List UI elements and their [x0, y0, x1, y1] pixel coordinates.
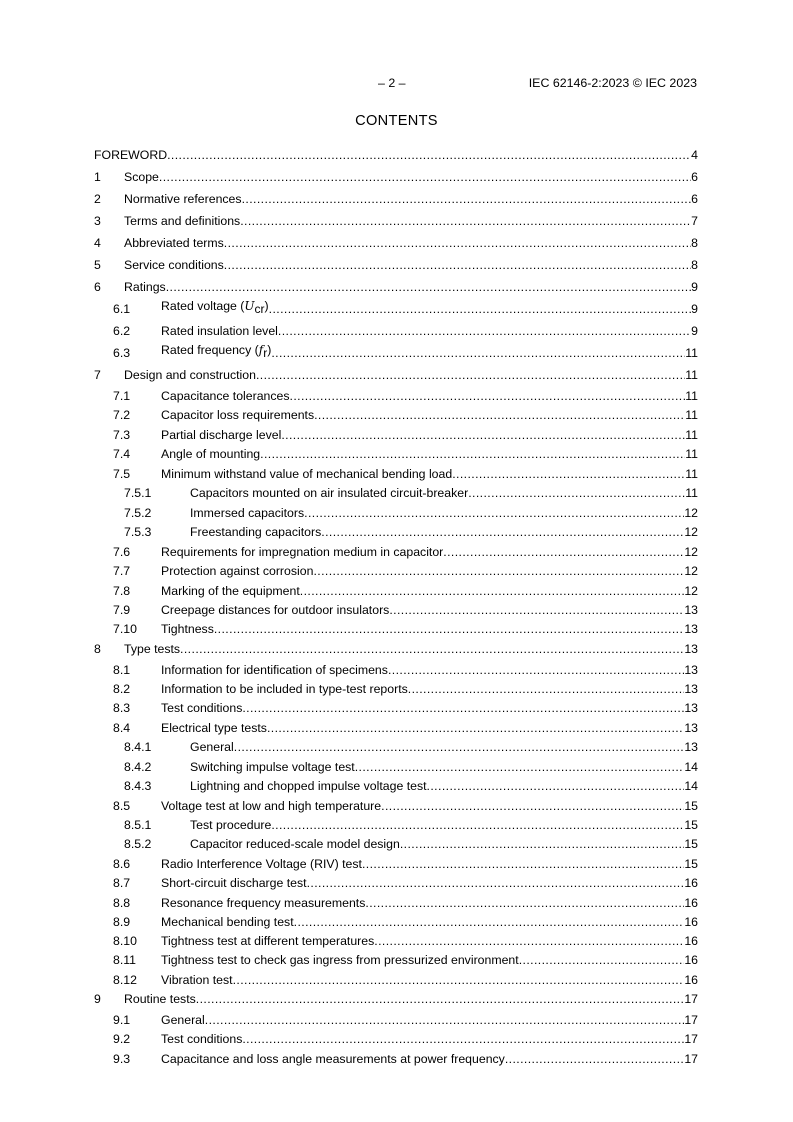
toc-entry-number: 7.2 — [113, 408, 131, 422]
toc-entry-page: 14 — [684, 779, 698, 793]
toc-entry-title: Test conditions — [161, 701, 243, 715]
toc-entry[interactable] — [94, 386, 698, 404]
toc-entry-page: 12 — [684, 584, 698, 598]
dot-leader — [314, 407, 685, 423]
toc-entry[interactable] — [94, 167, 698, 185]
toc-entry-page: 13 — [684, 740, 698, 754]
dot-leader — [294, 914, 685, 930]
dot-leader — [278, 323, 691, 339]
dot-leader — [408, 681, 685, 697]
toc-entry[interactable] — [94, 255, 698, 273]
toc-entry-number: 7.7 — [113, 564, 131, 578]
toc-entry[interactable] — [94, 796, 698, 814]
toc-entry-title: Capacitor loss requirements — [161, 408, 315, 422]
dot-leader — [443, 544, 684, 560]
math-subscript: r — [263, 346, 268, 360]
dot-leader — [281, 427, 685, 443]
toc-entry-title: Immersed capacitors — [190, 506, 305, 520]
toc-entry-page: 15 — [684, 818, 698, 832]
toc-entry-number: 8.8 — [113, 896, 131, 910]
toc-entry-page: 12 — [684, 525, 698, 539]
toc-entry-number: 7.10 — [113, 622, 137, 636]
toc-entry-page: 14 — [684, 760, 698, 774]
toc-entry-page: 11 — [685, 486, 698, 500]
toc-entry-title: Capacitance and loss angle measurements at power frequency — [161, 1052, 505, 1066]
dot-leader — [214, 621, 684, 637]
dot-leader — [167, 147, 691, 163]
toc-entry-number: 8.1 — [113, 663, 131, 677]
math-symbol: U — [244, 299, 255, 313]
toc-entry-number: 4 — [94, 236, 101, 250]
dot-leader — [300, 583, 685, 599]
dot-leader — [240, 213, 691, 229]
toc-entry-title-end: ) — [264, 299, 269, 313]
dot-leader — [468, 485, 685, 501]
toc-entry-number: 7 — [94, 368, 101, 382]
toc-entry-number: 8.7 — [113, 876, 131, 890]
toc-entry[interactable] — [94, 343, 698, 361]
toc-entry-number: 8.5 — [113, 799, 131, 813]
toc-entry-number: 8.12 — [113, 973, 137, 987]
toc-entry[interactable] — [94, 989, 698, 1007]
toc-entry-page: 15 — [684, 837, 698, 851]
toc-entry-page: 17 — [684, 1013, 698, 1027]
dot-leader — [355, 759, 685, 775]
toc-entry-title: Design and construction — [124, 368, 256, 382]
toc-entry-number: 6 — [94, 280, 101, 294]
toc-entry-page: 4 — [691, 148, 698, 162]
dot-leader — [452, 466, 685, 482]
toc-entry-title: Normative references — [124, 192, 242, 206]
toc-entry[interactable] — [94, 1049, 698, 1067]
toc-entry-title: Test procedure — [190, 818, 272, 832]
toc-entry-number: 5 — [94, 258, 101, 272]
toc-entry-page: 13 — [684, 603, 698, 617]
dot-leader — [269, 301, 692, 317]
toc-entry-page: 16 — [684, 953, 698, 967]
toc-entry-number: 7.5 — [113, 467, 131, 481]
toc-entry-page: 9 — [691, 280, 698, 294]
dot-leader — [362, 856, 684, 872]
toc-entry-title: Creepage distances for outdoor insulators — [161, 603, 390, 617]
toc-entry[interactable] — [94, 757, 698, 775]
toc-entry[interactable] — [94, 970, 698, 988]
toc-entry-number: 7.5.2 — [124, 506, 152, 520]
toc-entry-number: 6.3 — [113, 346, 131, 360]
toc-entry-title-end: ) — [267, 343, 272, 357]
toc-entry-number: 8 — [94, 642, 101, 656]
toc-entry-number: 8.5.1 — [124, 818, 152, 832]
dot-leader — [224, 257, 691, 273]
toc-entry-title: Ratings — [124, 280, 166, 294]
toc-entry-number: 7.6 — [113, 545, 131, 559]
toc-entry-number: 8.2 — [113, 682, 131, 696]
toc-entry-title: Short-circuit discharge test — [161, 876, 307, 890]
toc-entry[interactable] — [94, 718, 698, 736]
toc-entry-page: 16 — [684, 934, 698, 948]
toc-entry-number: 8.3 — [113, 701, 131, 715]
toc-entry-title: General — [190, 740, 234, 754]
toc-entry-page: 11 — [685, 447, 698, 461]
toc-entry-page: 12 — [684, 564, 698, 578]
toc-entry-page: 9 — [691, 324, 698, 338]
toc-entry-number: 8.11 — [113, 953, 137, 967]
toc-entry[interactable] — [94, 211, 698, 229]
toc-entry[interactable] — [94, 815, 698, 833]
toc-entry-title: Vibration test — [161, 973, 233, 987]
toc-entry[interactable] — [94, 444, 698, 462]
dot-leader — [505, 1051, 684, 1067]
toc-entry[interactable] — [94, 698, 698, 716]
toc-entry-number: 7.8 — [113, 584, 131, 598]
toc-entry-title: Marking of the equipment — [161, 584, 300, 598]
toc-entry-title: Routine tests — [124, 992, 196, 1006]
toc-entry-title-text: Rated voltage ( — [161, 299, 245, 313]
toc-entry[interactable] — [94, 619, 698, 637]
toc-entry-page: 12 — [684, 506, 698, 520]
dot-leader — [196, 991, 685, 1007]
toc-entry-page: 6 — [691, 170, 698, 184]
toc-entry-page: 17 — [684, 992, 698, 1006]
dot-leader — [427, 778, 685, 794]
toc-entry-number: 8.10 — [113, 934, 137, 948]
toc-entry-title: Rated insulation level — [161, 324, 278, 338]
dot-leader — [242, 700, 684, 716]
toc-entry-page: 7 — [691, 214, 698, 228]
toc-entry-number: 9.2 — [113, 1032, 131, 1046]
toc-entry-title: Switching impulse voltage test — [190, 760, 355, 774]
toc-entry[interactable] — [94, 931, 698, 949]
toc-entry-page: 12 — [684, 545, 698, 559]
dot-leader — [234, 739, 685, 755]
dot-leader — [304, 505, 684, 521]
dot-leader — [307, 875, 685, 891]
dot-leader — [256, 367, 685, 383]
toc-entry[interactable] — [94, 1029, 698, 1047]
toc-entry-number: 7.3 — [113, 428, 131, 442]
toc-entry-title: Tightness test at different temperatures — [161, 934, 375, 948]
toc-entry[interactable] — [94, 600, 698, 618]
toc-entry[interactable] — [94, 189, 698, 207]
math-subscript: cr — [254, 302, 265, 316]
toc-entry[interactable] — [94, 299, 698, 317]
toc-entry[interactable] — [94, 464, 698, 482]
toc-entry-title: FOREWORD — [94, 148, 168, 162]
dot-leader — [166, 279, 691, 295]
toc-entry-title: Capacitor reduced-scale model design — [190, 837, 400, 851]
toc-entry-page: 15 — [684, 799, 698, 813]
toc-entry-page: 11 — [685, 408, 698, 422]
toc-entry-page: 11 — [685, 346, 698, 360]
toc-entry[interactable] — [94, 1010, 698, 1028]
toc-entry-title: Partial discharge level — [161, 428, 282, 442]
toc-entry[interactable] — [94, 321, 698, 339]
math-symbol: f — [258, 343, 264, 357]
toc-entry-number: 8.4.3 — [124, 779, 152, 793]
toc-entry-title: Requirements for impregnation medium in capacitor — [161, 545, 444, 559]
toc-entry-number: 8.6 — [113, 857, 131, 871]
toc-entry-title: Minimum withstand value of mechanical bending load — [161, 467, 453, 481]
toc-entry-number: 9.3 — [113, 1052, 131, 1066]
toc-entry-title: Radio Interference Voltage (RIV) test — [161, 857, 362, 871]
toc-entry-title: Tightness test to check gas ingress from pressurized environment — [161, 953, 519, 967]
toc-entry-page: 11 — [685, 368, 698, 382]
toc-entry-page: 11 — [685, 467, 698, 481]
toc-entry-number: 8.5.2 — [124, 837, 152, 851]
dot-leader — [205, 1012, 685, 1028]
dot-leader — [388, 662, 684, 678]
toc-entry-page: 13 — [684, 721, 698, 735]
page-number: – 2 – — [378, 76, 406, 90]
toc-entry-title: Information for identification of specimens — [161, 663, 388, 677]
dot-leader — [313, 563, 684, 579]
toc-entry-title: Test conditions — [161, 1032, 243, 1046]
toc-entry[interactable] — [94, 893, 698, 911]
dot-leader — [233, 972, 685, 988]
toc-entry-number: 3 — [94, 214, 101, 228]
toc-entry-page: 13 — [684, 663, 698, 677]
toc-entry-title: Terms and definitions — [124, 214, 241, 228]
toc-entry[interactable] — [94, 483, 698, 501]
toc-entry-title: Protection against corrosion — [161, 564, 314, 578]
toc-entry-title: Electrical type tests — [161, 721, 267, 735]
toc-entry-number: 9 — [94, 992, 101, 1006]
dot-leader — [519, 952, 685, 968]
toc-entry-title: Voltage test at low and high temperature — [161, 799, 382, 813]
toc-entry-title: Abbreviated terms — [124, 236, 224, 250]
toc-entry-number: 8.4.1 — [124, 740, 152, 754]
toc-entry-title — [161, 298, 269, 317]
toc-entry-page: 15 — [684, 857, 698, 871]
toc-entry-page: 9 — [691, 302, 698, 316]
toc-entry[interactable] — [94, 679, 698, 697]
toc-entry-title: Capacitors mounted on air insulated circuit-breaker — [190, 486, 469, 500]
toc-entry-page: 13 — [684, 701, 698, 715]
toc-entry-number: 6.1 — [113, 302, 131, 316]
toc-entry-page: 13 — [684, 642, 698, 656]
toc-entry-number: 7.4 — [113, 447, 131, 461]
toc-entry-number: 2 — [94, 192, 101, 206]
contents-title: CONTENTS — [355, 113, 438, 129]
toc-entry-number: 8.4.2 — [124, 760, 152, 774]
dot-leader — [321, 524, 684, 540]
toc-entry-number: 7.5.1 — [124, 486, 152, 500]
toc-entry[interactable] — [94, 660, 698, 678]
toc-entry[interactable] — [94, 581, 698, 599]
toc-entry[interactable] — [94, 405, 698, 423]
toc-entry[interactable] — [94, 854, 698, 872]
toc-entry[interactable] — [94, 425, 698, 443]
toc-entry-page: 11 — [685, 428, 698, 442]
toc-entry-title: Service conditions — [124, 258, 224, 272]
toc-entry-page: 17 — [684, 1052, 698, 1066]
toc-entry-title: Type tests — [124, 642, 181, 656]
toc-entry-title: Resonance frequency measurements — [161, 896, 366, 910]
toc-entry[interactable] — [94, 639, 698, 657]
toc-entry[interactable] — [94, 737, 698, 755]
toc-entry[interactable] — [94, 873, 698, 891]
toc-entry-title: Mechanical bending test — [161, 915, 294, 929]
toc-entry-title: Information to be included in type-test reports — [161, 682, 408, 696]
toc-entry-number: 7.9 — [113, 603, 131, 617]
toc-entry-title — [161, 342, 271, 361]
toc-entry-page: 17 — [684, 1032, 698, 1046]
dot-leader — [159, 169, 691, 185]
toc-entry-number: 6.2 — [113, 324, 131, 338]
toc-entry[interactable] — [94, 834, 698, 852]
dot-leader — [290, 388, 686, 404]
toc-entry-page: 13 — [684, 622, 698, 636]
toc-entry-page: 8 — [691, 258, 698, 272]
dot-leader — [381, 798, 684, 814]
dot-leader — [242, 1031, 684, 1047]
toc-entry-page: 16 — [684, 896, 698, 910]
dot-leader — [271, 817, 684, 833]
dot-leader — [267, 720, 684, 736]
toc-entry[interactable] — [94, 912, 698, 930]
dot-leader — [400, 836, 684, 852]
toc-entry[interactable] — [94, 522, 698, 540]
toc-entry-number: 7.1 — [113, 389, 131, 403]
toc-entry-title: Tightness — [161, 622, 214, 636]
toc-entry-title: General — [161, 1013, 205, 1027]
dot-leader — [389, 602, 684, 618]
dot-leader — [260, 446, 685, 462]
toc-entry-number: 8.4 — [113, 721, 131, 735]
toc-entry-title: Scope — [124, 170, 159, 184]
toc-entry-page: 8 — [691, 236, 698, 250]
dot-leader — [180, 641, 684, 657]
toc-entry-page: 6 — [691, 192, 698, 206]
toc-entry-title: Freestanding capacitors — [190, 525, 322, 539]
dot-leader — [224, 235, 691, 251]
toc-entry[interactable] — [94, 776, 698, 794]
toc-entry[interactable] — [94, 503, 698, 521]
toc-entry[interactable] — [94, 950, 698, 968]
dot-leader — [365, 895, 684, 911]
toc-entry-page: 16 — [684, 876, 698, 890]
toc-entry-page: 11 — [685, 389, 698, 403]
toc-entry[interactable] — [94, 277, 698, 295]
toc-entry[interactable] — [94, 561, 698, 579]
toc-entry-page: 13 — [684, 682, 698, 696]
dot-leader — [242, 191, 692, 207]
toc-entry[interactable] — [94, 542, 698, 560]
toc-entry-number: 9.1 — [113, 1013, 131, 1027]
toc-entry[interactable] — [94, 145, 698, 163]
toc-entry-page: 16 — [684, 915, 698, 929]
toc-entry-title: Capacitance tolerances — [161, 389, 290, 403]
dot-leader — [271, 345, 685, 361]
toc-entry-number: 1 — [94, 170, 101, 184]
dot-leader — [374, 933, 684, 949]
toc-entry[interactable] — [94, 233, 698, 251]
toc-entry-title: Angle of mounting — [161, 447, 261, 461]
toc-entry[interactable] — [94, 365, 698, 383]
toc-entry-title: Lightning and chopped impulse voltage test — [190, 779, 427, 793]
toc-entry-title-text: Rated frequency ( — [161, 343, 259, 357]
toc-entry-number: 7.5.3 — [124, 525, 152, 539]
toc-entry-page: 16 — [684, 973, 698, 987]
toc-entry-number: 8.9 — [113, 915, 131, 929]
document-reference: IEC 62146-2:2023 © IEC 2023 — [528, 76, 697, 90]
